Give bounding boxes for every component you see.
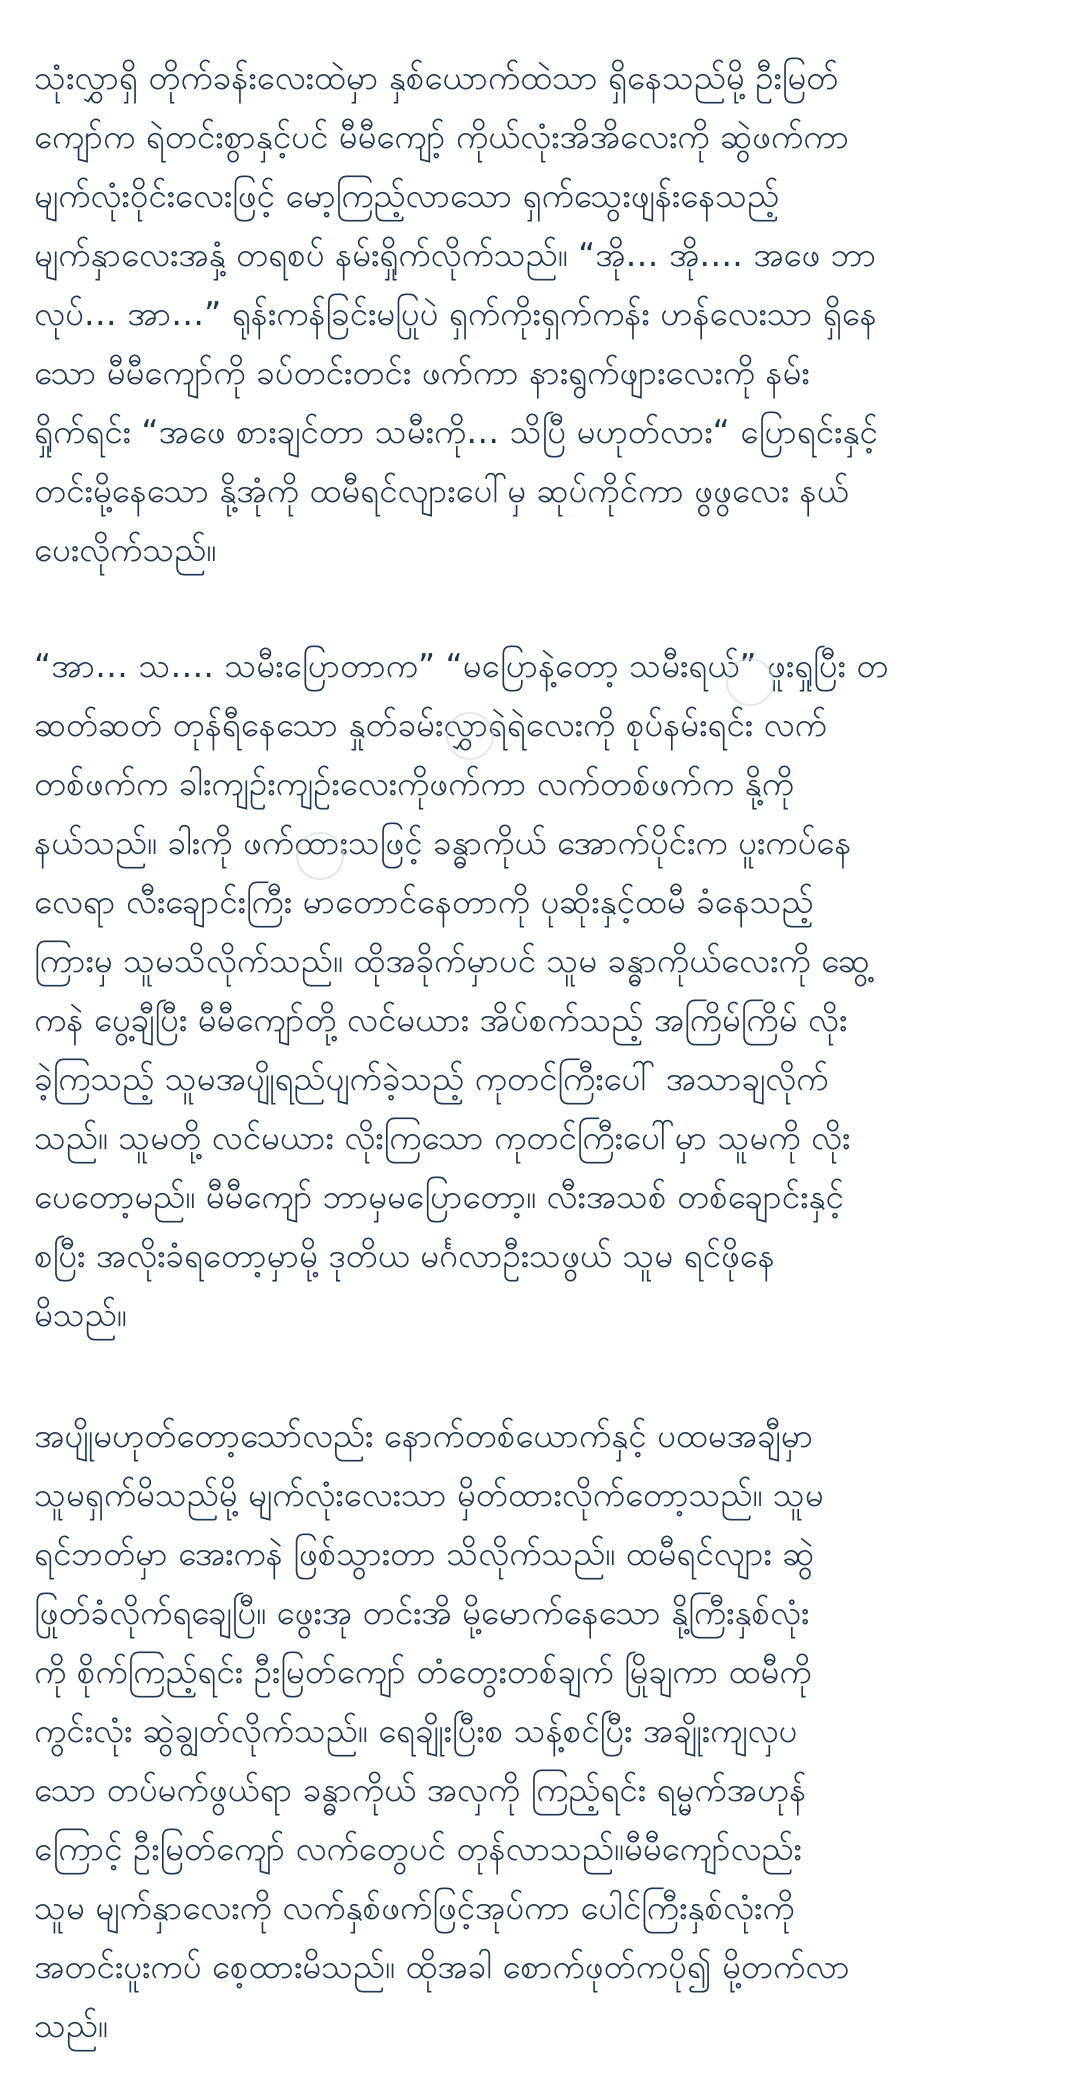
text-line: ရင်ဘတ်မှာ အေးကနဲ ဖြစ်သွားတာ သိလိုက်သည်။ ထမီရင်လျား ဆွဲ	[34, 1534, 815, 1573]
text-line: သော မီမီကျော်ကို ခပ်တင်းတင်း ဖက်ကာ နားရွက်ဖျားလေးကို နမ်း	[34, 353, 810, 392]
text-line: တင်းမို့နေသော နို့အုံကို ထမီရင်လျားပေါ်မှ ဆုပ်ကိုင်ကာ ဖွဖွလေး နယ်	[34, 471, 849, 510]
text-line: အတင်းပူးကပ် စေ့ထားမိသည်။ ထိုအခါ စောက်ဖုတ်ကပို၍ မို့တက်လာ	[34, 1947, 850, 1986]
text-line: ကြောင့် ဦးမြတ်ကျော် လက်တွေပင် တုန်လာသည်။မီမီကျော်လည်း	[34, 1829, 802, 1868]
text-line: ပေတော့မည်။ မီမီကျော် ဘာမှမပြောတော့။ လီးအသစ် တစ်ချောင်းနှင့်	[34, 1177, 844, 1216]
text-line: ကွင်းလုံး ဆွဲချွတ်လိုက်သည်။ ရေချိုးပြီးစ သန့်စင်ပြီး အချိုးကျလှပ	[34, 1711, 798, 1750]
text-line: ဖြုတ်ခံလိုက်ရချေပြီ။ ဖွေးအု တင်းအိ မို့မောက်နေသော နို့ကြီးနှစ်လုံး	[34, 1593, 810, 1632]
text-line: လေရာ လီးချောင်းကြီး မာတောင်နေတာကို ပုဆိုးနှင့်ထမီ ခံနေသည့်	[34, 882, 814, 921]
text-line: “အာ… သ…. သမီးပြောတာက” “မပြောနဲ့တော့ သမီးရယ်” ဖူးရှုပြီး တ	[34, 646, 889, 685]
text-line: မျက်လုံးဝိုင်းလေးဖြင့် မော့ကြည့်လာသော ရှက်သွေးဖျန်းနေသည့်	[34, 176, 779, 215]
text-line: စပြီး အလိုးခံရတော့မှာမို့ ဒုတိယ မင်္ဂလာဦးသဖွယ် သူမ ရင်ဖိုနေ	[34, 1236, 775, 1275]
text-line: ဆတ်ဆတ် တုန်ရီနေသော နှုတ်ခမ်းလွှာရဲရဲလေးကို စုပ်နမ်းရင်း လက်	[34, 705, 827, 744]
text-line: မျက်နှာလေးအနှံ့ တရစပ် နမ်းရှိုက်လိုက်သည်။ “အို… အို…. အဖေ ဘာ	[34, 235, 877, 274]
text-line: မိသည်။	[34, 1295, 127, 1334]
text-line: ကျော်က ရဲတင်းစွာနှင့်ပင် မီမီကျော့် ကိုယ်လုံးအိအိလေးကို ဆွဲဖက်ကာ	[34, 117, 849, 156]
text-line: ခဲ့ကြသည့် သူမအပျိုရည်ပျက်ခဲ့သည့် ကုတင်ကြီးပေါ် အသာချလိုက်	[34, 1059, 829, 1098]
text-line: အပျိုမဟုတ်တော့သော်လည်း နောက်တစ်ယောက်နှင့် ပထမအချီမှာ	[34, 1416, 814, 1455]
text-line: ရှိုက်ရင်း “အဖေ စားချင်တာ သမီးကို… သိပြီ မဟုတ်လား“ ပြောရင်းနှင့်	[34, 412, 878, 451]
text-line: ပေးလိုက်သည်။	[34, 530, 217, 569]
paragraph-3	[34, 1406, 850, 2055]
text-line: နယ်သည်။ ခါးကို ဖက်ထားသဖြင့် ခန္ဓာကိုယ် အောက်ပိုင်းက ပူးကပ်နေ	[34, 823, 852, 862]
paragraph-1	[34, 48, 878, 579]
text-line: တစ်ဖက်က ခါးကျဉ်းကျဉ်းလေးကိုဖက်ကာ လက်တစ်ဖက်က နို့ကို	[34, 764, 794, 803]
text-line: သည်။	[34, 2006, 108, 2045]
text-line: သော တပ်မက်ဖွယ်ရာ ခန္ဓာကိုယ် အလှကို ကြည့်ရင်း ရမ္မက်အဟုန်	[34, 1770, 807, 1809]
text-line: ကြားမှ သူမသိလိုက်သည်။ ထိုအခိုက်မှာပင် သူမ ခန္ဓာကိုယ်လေးကို ဆွေ့	[34, 941, 870, 980]
text-line: သည်။ သူမတို့ လင်မယား လိုးကြသော ကုတင်ကြီးပေါ်မှာ သူမကို လိုး	[34, 1118, 851, 1157]
text-line: ကို စိုက်ကြည့်ရင်း ဦးမြတ်ကျော် တံတွေးတစ်ချက် မြိုချကာ ထမီကို	[34, 1652, 812, 1691]
text-line: ကနဲ ပွေ့ချီပြီး မီမီကျော်တို့ လင်မယား အိပ်စက်သည့် အကြိမ်ကြိမ် လိုး	[34, 1000, 848, 1039]
text-line: သူမရှက်မိသည်မို့ မျက်လုံးလေးသာ မှိတ်ထားလိုက်တော့သည်။ သူမ	[34, 1475, 824, 1514]
paragraph-2	[34, 636, 888, 1344]
text-line: သူမ မျက်နှာလေးကို လက်နှစ်ဖက်ဖြင့်အုပ်ကာ ပေါင်ကြီးနှစ်လုံးကို	[34, 1888, 795, 1927]
text-line: သုံးလွှာရှိ တိုက်ခန်းလေးထဲမှာ နှစ်ယောက်ထဲသာ ရှိနေသည်မို့ ဦးမြတ်	[34, 58, 839, 97]
text-line: လုပ်… အာ…” ရုန်းကန်ခြင်းမပြုပဲ ရှက်ကိုးရှက်ကန်း ဟန်လေးသာ ရှိနေ	[34, 294, 877, 333]
